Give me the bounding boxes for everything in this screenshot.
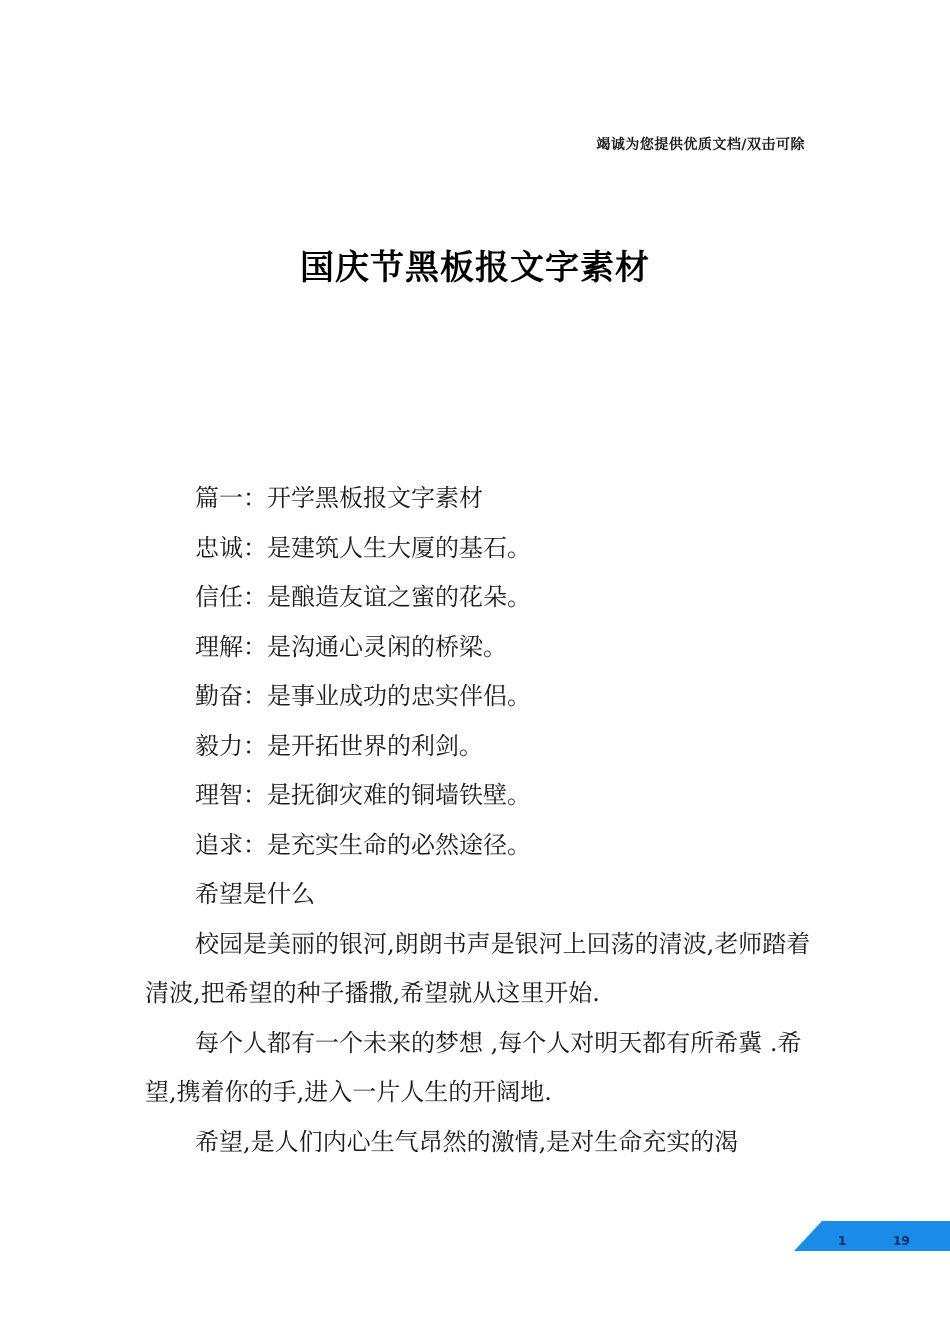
paragraph-line: 勤奋：是事业成功的忠实伴侣。 — [195, 682, 531, 710]
paragraph-body: 每个人都有一个未来的梦想 ,每个人对明天都有所希冀 .希望,携着你的手,进入一片人生的开阔地. — [145, 1028, 802, 1106]
paragraph-line: 毅力：是开拓世界的利剑。 — [195, 731, 483, 760]
total-page-count: 19 — [893, 1234, 910, 1248]
paragraph-body: 希望,是人们内心生气昂然的激情,是对生命充实的渴 — [195, 1127, 739, 1156]
paragraph-subheading: 希望是什么 — [195, 880, 315, 908]
document-body — [145, 474, 815, 1167]
paragraph-line: 追求：是充实生命的必然途径。 — [195, 830, 531, 859]
header-note: 竭诚为您提供优质文档/双击可除 — [596, 137, 805, 153]
paragraph-section-heading: 篇一：开学黑板报文字素材 — [195, 484, 483, 512]
paragraph-line: 理解：是沟通心灵闲的桥梁。 — [195, 632, 507, 661]
paragraph-line: 信任：是酿造友谊之蜜的花朵。 — [195, 583, 531, 611]
current-page-number: 1 — [838, 1234, 847, 1248]
paragraph-line: 理智：是抚御灾难的铜墙铁壁。 — [195, 781, 531, 809]
paragraph-body: 校园是美丽的银河,朗朗书声是银河上回荡的清波,老师踏着清波,把希望的种子播撒,希望就从这里开始. — [145, 929, 811, 1007]
page-number-tab — [794, 1221, 950, 1251]
document-title: 国庆节黑板报文字素材 — [300, 248, 650, 288]
paragraph-line: 忠诚：是建筑人生大厦的基石。 — [195, 533, 531, 562]
